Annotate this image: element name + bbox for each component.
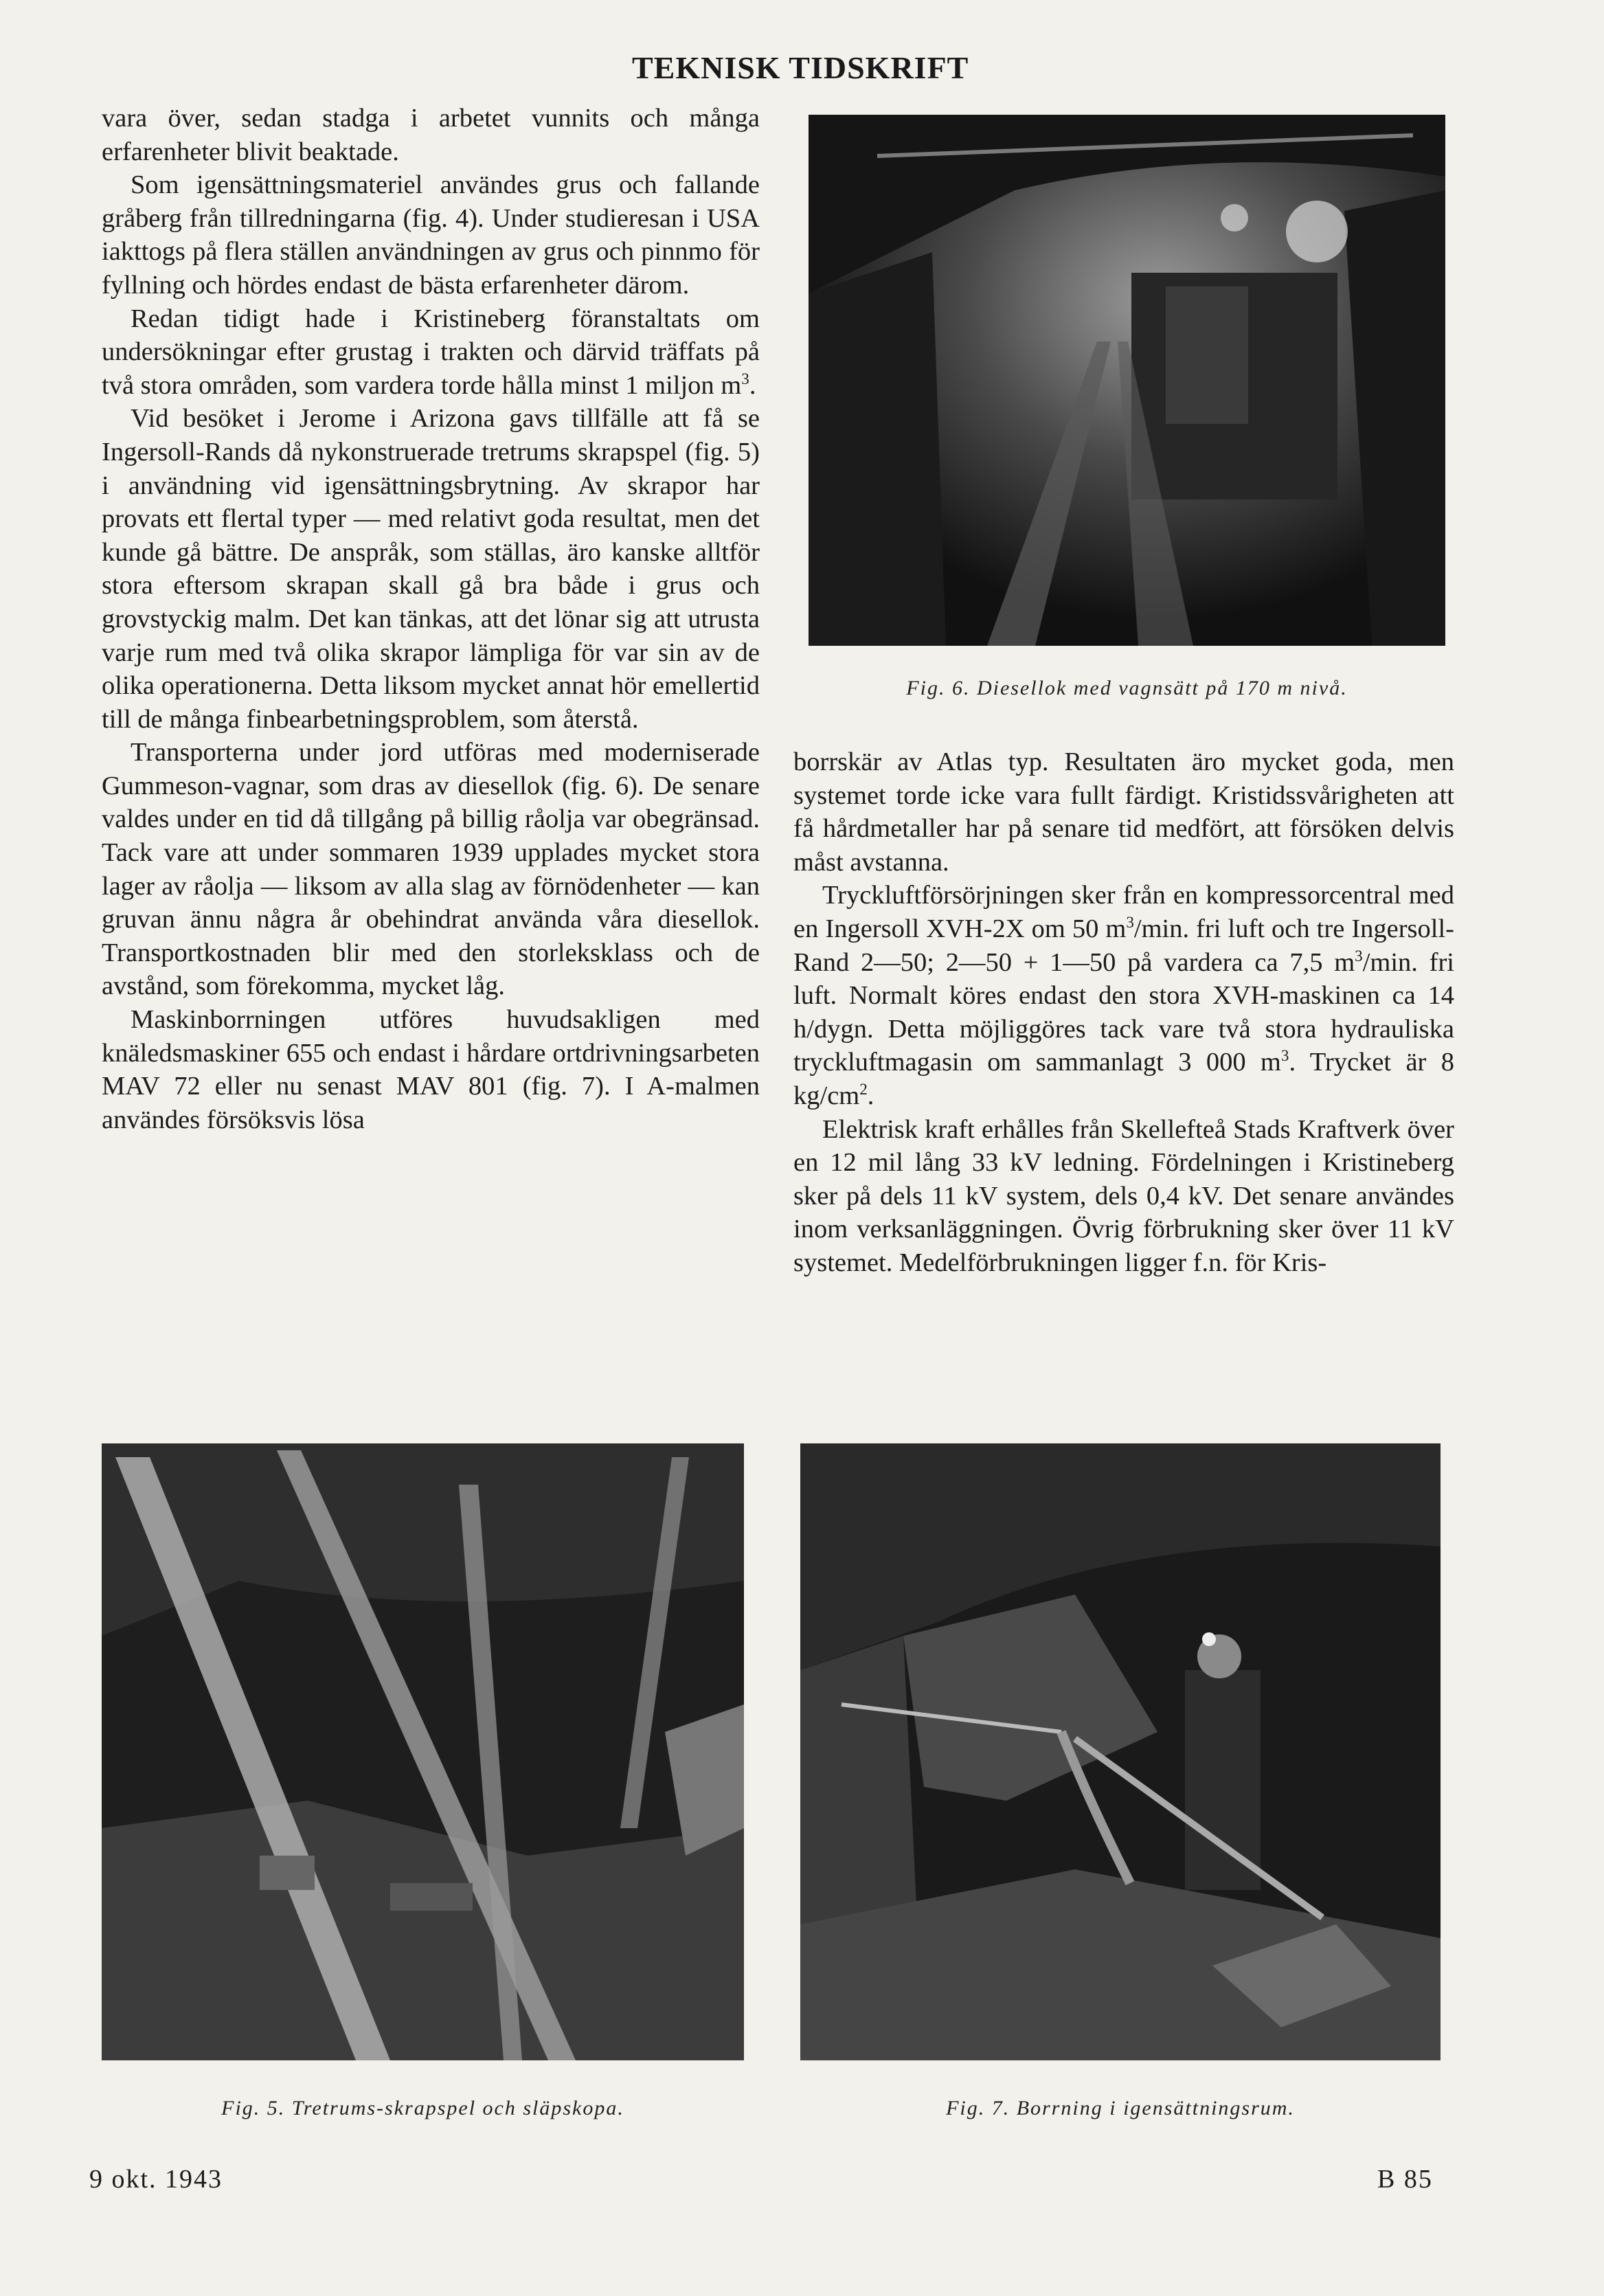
paragraph: Redan tidigt hade i Kristineberg föranstaltats om undersökningar efter grustag i trakten och därvid träffats på två stora områden, som vardera torde hålla minst 1 miljon $m^3$. bbox=[102, 304, 760, 400]
figure-7-caption: Fig. 7. Borrning i igensättningsrum. bbox=[946, 2097, 1295, 2119]
photo-scraper-hoist bbox=[102, 1443, 744, 2060]
paragraph: Vid besöket i Jerome i Arizona gavs tillfälle att få se Ingersoll-Rands då nykonstruerade tretrums skrapspel (fig. 5) i användning vid igensättningsbrytning. Av skrapor har provats ett flertal typer — med relativt goda resultat, men det kunde gå bättre. De anspråk, som ställas, äro kanske alltför stora eftersom skrapan skall gå bra både i grus och grovstyckig malm. Det kan tänkas, att det lönar sig att utrusta varje rum med två olika skrapor lämpliga för var sin av de olika operationerna. Detta liksom mycket annat hör emellertid till de många finbearbetningsproblem, som återstå. bbox=[102, 404, 760, 734]
journal-header: TEKNISK TIDSKRIFT bbox=[632, 50, 969, 85]
paragraph: Tryckluftförsörjningen sker från en kompressorcentral med en Ingersoll XVH-2X om 50 $m^3/\min$. fri luft och tre Ingersoll-Rand 2—50; 2—50 + 1—50 på vardera ca 7,5 $m^3/\min$. fri luft. Normalt köres endast den stora XVH-maskinen ca 14 h/dygn. Detta möjliggöres tack vare två stora hydrauliska tryckluftmagasin om sammanlagt 3 000 $m^3$. Trycket är 8 $kg/cm^2$. bbox=[793, 881, 1454, 1110]
paragraph: vara över, sedan stadga i arbetet vunnits och många erfarenheter blivit beaktade. bbox=[102, 104, 760, 166]
photo-drilling-miner bbox=[800, 1443, 1441, 2060]
left-column bbox=[102, 102, 760, 1136]
paragraph: borrskär av Atlas typ. Resultaten äro mycket goda, men systemet torde icke vara fullt färdigt. Kristidssvårigheten att få hårdmetaller har på senare tid medfört, att försöken delvis måst avstanna. bbox=[793, 747, 1454, 877]
paragraph: Elektrisk kraft erhålles från Skellefteå Stads Kraftverk över en 12 mil lång 33 kV ledning. Fördelningen i Kristineberg sker på dels 11 kV system, dels 0,4 kV. Det senare användes inom verksanläggningen. Övrig förbrukning sker över 11 kV systemet. Medelförbrukningen ligger f.n. för Kris- bbox=[793, 1114, 1454, 1277]
footer-page-number: B 85 bbox=[1377, 2165, 1433, 2194]
paragraph: Maskinborrningen utföres huvudsakligen med knäledsmaskiner 655 och endast i hårdare ortdrivningsarbeten MAV 72 eller nu senast MAV 801 (fig. 7). I A-malmen användes försöksvis lösa bbox=[102, 1005, 760, 1134]
paragraph: Transporterna under jord utföras med moderniserade Gummeson-vagnar, som dras av diesellok (fig. 6). De senare valdes under en tid då tillgång på billig råolja var obegränsad. Tack vare att under sommaren 1939 upplades mycket stora lager av råolja — liksom av alla slag av förnödenheter — kan gruvan ännu några år obehindrat använda våra diesellok. Transportkostnaden blir med den storleksklass och de avstånd, som förekomma, mycket låg. bbox=[102, 738, 760, 1001]
figure-6-caption: Fig. 6. Diesellok med vagnsätt på 170 m nivå. bbox=[906, 677, 1348, 699]
photo-diesel-locomotive bbox=[809, 115, 1445, 646]
figure-5-caption: Fig. 5. Tretrums-skrapspel och släpskopa. bbox=[221, 2097, 624, 2119]
right-column bbox=[793, 745, 1454, 1280]
paragraph: Som igensättningsmateriel användes grus och fallande gråberg från tillredningarna (fig. 4). Under studieresan i USA iakttogs på flera ställen användningen av grus och pinnmo för fyllning och hördes endast de bästa erfarenheter därom. bbox=[102, 170, 760, 300]
footer-date: 9 okt. 1943 bbox=[89, 2165, 223, 2194]
